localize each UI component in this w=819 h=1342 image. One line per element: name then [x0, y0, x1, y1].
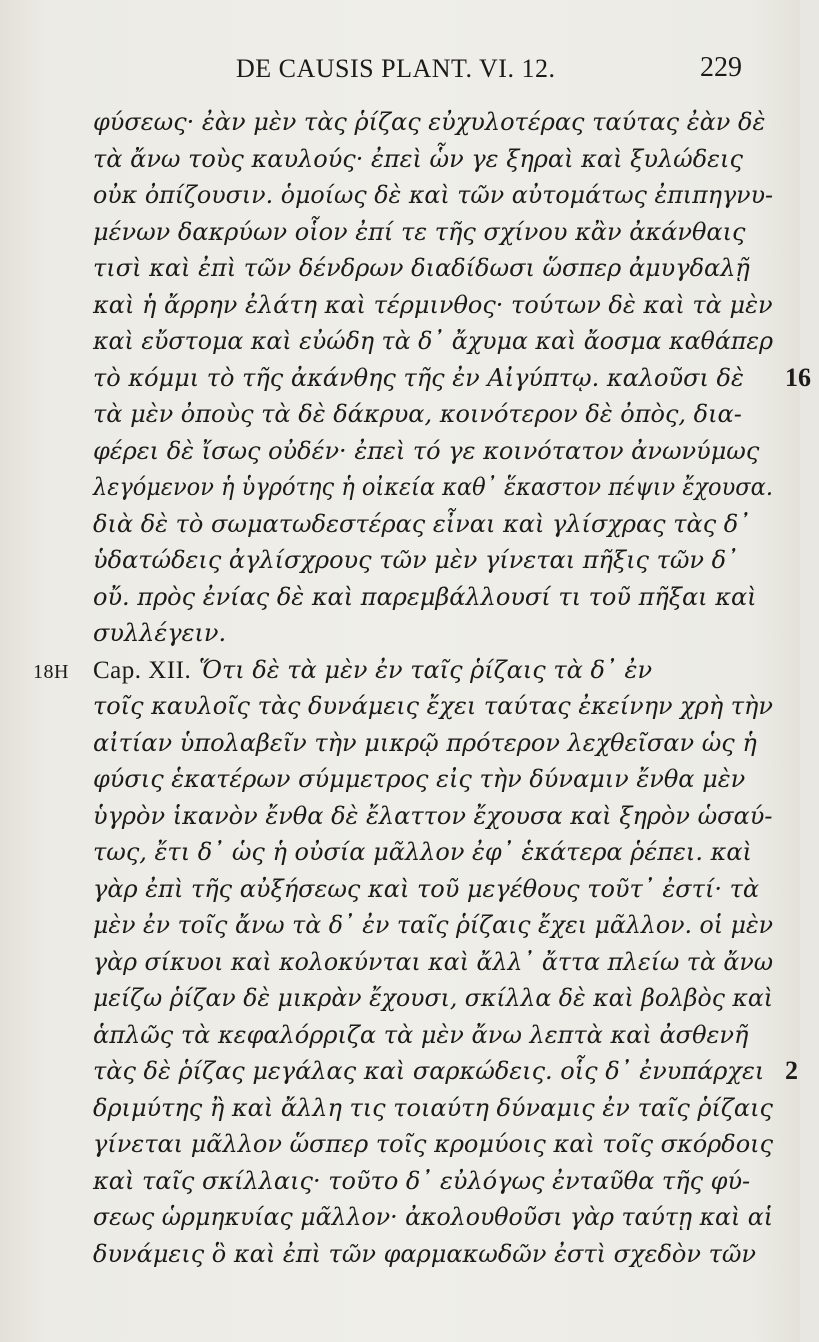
line-text: μένων δακρύων οἷον ἐπί τε τῆς σχίνου κἂν ἀκάνθαις	[93, 217, 746, 246]
text-line	[93, 1126, 773, 1163]
line-text: γὰρ ἐπὶ τῆς αὐξήσεως καὶ τοῦ μεγέθους τοῦτ᾽ ἐστί· τὰ	[93, 874, 760, 903]
line-text: τὰ ἄνω τοὺς καυλούς· ἐπεὶ ὧν γε ξηραὶ καὶ ξυλώδεις	[93, 144, 743, 173]
text-line	[93, 433, 773, 470]
line-text: τὰς δὲ ῥίζας μεγάλας καὶ σαρκώδεις. οἷς δ᾽ ἐνυπάρχει	[93, 1057, 765, 1085]
text-line	[93, 1017, 773, 1054]
text-line	[93, 141, 773, 178]
line-text: ὑγρὸν ἱκανὸν ἔνθα δὲ ἔλαττον ἔχουσα καὶ ξηρὸν ὡσαύ-	[93, 801, 773, 830]
running-title: DE CAUSIS PLANT. VI. 12.	[236, 54, 556, 83]
text-line	[93, 287, 773, 324]
chapter-heading: Cap. XII.	[93, 656, 192, 684]
text-line	[93, 944, 773, 981]
text-line	[93, 506, 773, 543]
text-block	[33, 104, 811, 1272]
line-text: λεγόμενον ἡ ὑγρότης ἡ οἰκεία καθ᾽ ἕκαστον πέψιν ἔχουσα.	[93, 473, 773, 501]
text-line	[93, 469, 773, 506]
text-line	[93, 214, 773, 251]
text-line	[93, 1090, 773, 1127]
chapter-line-body: Ὅτι δὲ τὰ μὲν ἐν ταῖς ῥίζαις τὰ δ᾽ ἐν	[198, 655, 653, 684]
line-text: συλλέγειν.	[93, 619, 227, 647]
line-text: γὰρ σίκυοι καὶ κολοκύνται καὶ ἄλλ᾽ ἄττα πλείω τὰ ἄνω	[93, 947, 774, 976]
text-line	[93, 1199, 773, 1236]
line-text: δυνάμεις ὃ καὶ ἐπὶ τῶν φαρμακωδῶν ἐστὶ σχεδὸν τῶν	[93, 1239, 757, 1268]
line-text: τὸ κόμμι τὸ τῆς ἀκάνθης τῆς ἐν Αἰγύπτῳ. καλοῦσι δὲ	[93, 363, 744, 392]
line-text: καὶ εὔστομα καὶ εὐώδη τὰ δ᾽ ἄχυμα καὶ ἄοσμα καθάπερ	[93, 327, 774, 355]
page-number: 229	[700, 52, 742, 83]
line-text: τοῖς καυλοῖς τὰς δυνάμεις ἔχει ταύτας ἐκείνην χρὴ τὴν	[93, 692, 773, 720]
text-line	[93, 177, 773, 214]
line-text: διὰ δὲ τὸ σωματωδεστέρας εἶναι καὶ γλίσχρας τὰς δ᾽	[93, 509, 751, 538]
line-text: φέρει δὲ ἴσως οὐδέν· ἐπεὶ τό γε κοινότατον ἀνωνύμως	[93, 436, 760, 465]
text-line	[93, 761, 773, 798]
text-line	[93, 907, 773, 944]
text-line	[93, 104, 773, 141]
margin-section-number: 16	[785, 362, 811, 392]
text-line	[93, 396, 773, 433]
line-text: τὰ μὲν ὀποὺς τὰ δὲ δάκρυα, κοινότερον δὲ ὀπὸς, δια-	[93, 400, 742, 428]
text-line	[93, 1236, 773, 1273]
chapter-line	[33, 652, 773, 689]
line-text: αἰτίαν ὑπολαβεῖν τὴν μικρῷ πρότερον λεχθεῖσαν ὡς ἡ	[93, 728, 757, 757]
line-text: τισὶ καὶ ἐπὶ τῶν δένδρων διαδίδωσι ὥσπερ ἀμυγδαλῇ	[93, 254, 750, 282]
line-text: μείζω ῥίζαν δὲ μικρὰν ἔχουσι, σκίλλα δὲ καὶ βολβὸς καὶ	[93, 984, 773, 1012]
text-line	[93, 615, 773, 652]
line-text: σεως ὡρμηκυίας μᾶλλον· ἀκολουθοῦσι γὰρ ταύτῃ καὶ αἱ	[93, 1203, 773, 1231]
text-line	[93, 1053, 798, 1090]
line-text: οὔ. πρὸς ἐνίας δὲ καὶ παρεμβάλλουσί τι τοῦ πῆξαι καὶ	[93, 582, 757, 611]
text-line	[93, 725, 773, 762]
text-line	[93, 980, 773, 1017]
text-line	[93, 1163, 773, 1200]
line-text: ὑδατώδεις ἀγλίσχρους τῶν μὲν γίνεται πῆξις τῶν δ᾽	[93, 546, 739, 574]
line-text: ἁπλῶς τὰ κεφαλόρριζα τὰ μὲν ἄνω λεπτὰ καὶ ἀσθενῆ	[93, 1020, 749, 1049]
text-line	[93, 834, 773, 871]
text-line	[93, 871, 773, 908]
chapter-line-text	[93, 652, 652, 690]
line-text: καὶ ἡ ἄρρην ἐλάτη καὶ τέρμινθος· τούτων δὲ καὶ τὰ μὲν	[93, 290, 773, 319]
text-line	[93, 542, 773, 579]
margin-stephanus-number: 18H	[33, 660, 69, 683]
text-line	[93, 798, 773, 835]
line-text: δριμύτης ἢ καὶ ἄλλη τις τοιαύτη δύναμις ἐν ταῖς ῥίζαις	[93, 1093, 773, 1122]
margin-section-number: 2	[785, 1056, 798, 1085]
text-line	[93, 360, 811, 397]
line-text: φύσεως· ἐὰν μὲν τὰς ῥίζας εὐχυλοτέρας ταύτας ἐὰν δὲ	[93, 108, 766, 136]
text-line	[93, 579, 773, 616]
line-text: οὐκ ὀπίζουσιν. ὁμοίως δὲ καὶ τῶν αὐτομάτως ἐπιπηγνυ-	[93, 181, 774, 209]
line-text: τως, ἔτι δ᾽ ὡς ἡ οὐσία μᾶλλον ἐφ᾽ ἑκάτερα ῥέπει. καὶ	[93, 838, 752, 866]
line-text: καὶ ταῖς σκίλλαις· τοῦτο δ᾽ εὐλόγως ἐνταῦθα τῆς φύ-	[93, 1166, 751, 1195]
line-text: φύσις ἑκατέρων σύμμετρος εἰς τὴν δύναμιν ἔνθα μὲν	[93, 765, 746, 793]
text-line	[93, 250, 773, 287]
page-header	[0, 48, 800, 88]
line-text: γίνεται μᾶλλον ὥσπερ τοῖς κρομύοις καὶ τοῖς σκόρδοις	[93, 1130, 774, 1158]
text-line	[93, 323, 773, 360]
line-text: μὲν ἐν τοῖς ἄνω τὰ δ᾽ ἐν ταῖς ῥίζαις ἔχει μᾶλλον. οἱ μὲν	[93, 911, 774, 939]
text-line	[93, 688, 773, 725]
